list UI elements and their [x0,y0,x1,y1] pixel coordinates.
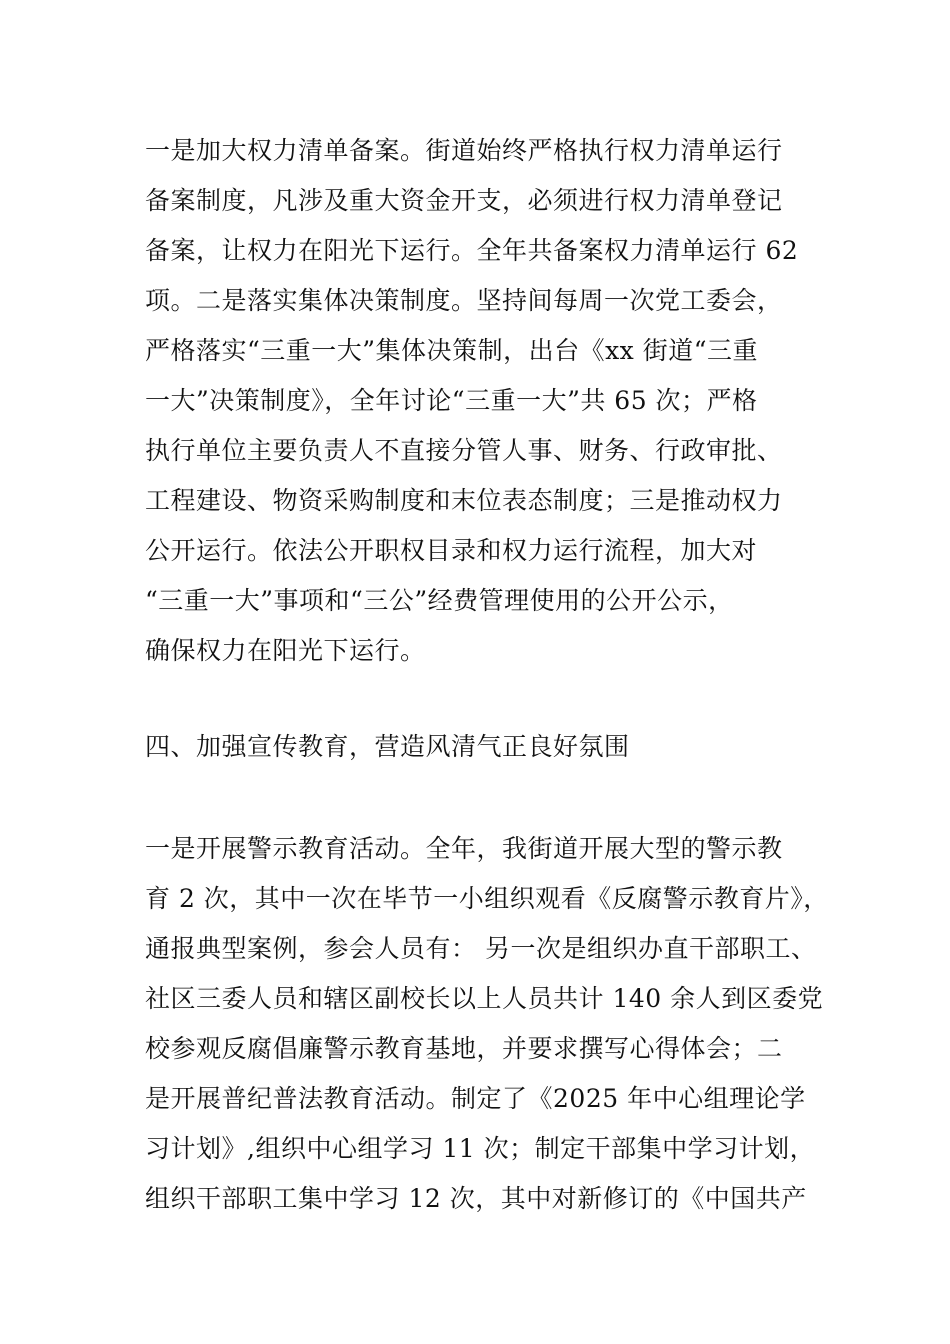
text-line: 习计划》,组织中心组学习 11 次；制定干部集中学习计划， [145,1134,816,1163]
text-line: 执行单位主要负责人不直接分管人事、财务、行政审批、 [145,436,783,465]
text-line: 育 2 次，其中一次在毕节一小组织观看《反腐警示教育片》， [145,884,829,913]
text-line: 严格落实“三重一大”集体决策制，出台《xx 街道“三重 [145,336,758,365]
text-line: “三重一大”事项和“三公”经费管理使用的公开公示， [145,586,734,615]
text-line: 公开运行。依法公开职权目录和权力运行流程，加大对 [145,536,758,565]
text-line: 通报典型案例，参会人员有： 另一次是组织办直干部职工、 [145,934,817,963]
text-line: 备案制度，凡涉及重大资金开支，必须进行权力清单登记 [145,186,783,215]
text-line: 社区三委人员和辖区副校长以上人员共计 140 余人到区委党 [145,984,824,1013]
text-line: 备案，让权力在阳光下运行。全年共备案权力清单运行 62 [145,236,799,265]
section-heading: 四、加强宣传教育，营造风清气正良好氛围 [145,732,630,761]
text-line: 一是开展警示教育活动。全年，我街道开展大型的警示教 [145,834,783,863]
text-line: 一是加大权力清单备案。街道始终严格执行权力清单运行 [145,136,783,165]
text-line: 校参观反腐倡廉警示教育基地，并要求撰写心得体会；二 [145,1034,783,1063]
text-line: 工程建设、物资采购制度和末位表态制度；三是推动权力 [145,486,783,515]
text-line: 确保权力在阳光下运行。 [145,636,426,665]
text-line: 项。二是落实集体决策制度。坚持间每周一次党工委会， [145,286,783,315]
text-line: 组织干部职工集中学习 12 次，其中对新修订的《中国共产 [145,1184,807,1213]
text-line: 一大”决策制度》，全年讨论“三重一大”共 65 次；严格 [145,386,758,415]
text-line: 是开展普纪普法教育活动。制定了《2025 年中心组理论学 [145,1084,806,1113]
